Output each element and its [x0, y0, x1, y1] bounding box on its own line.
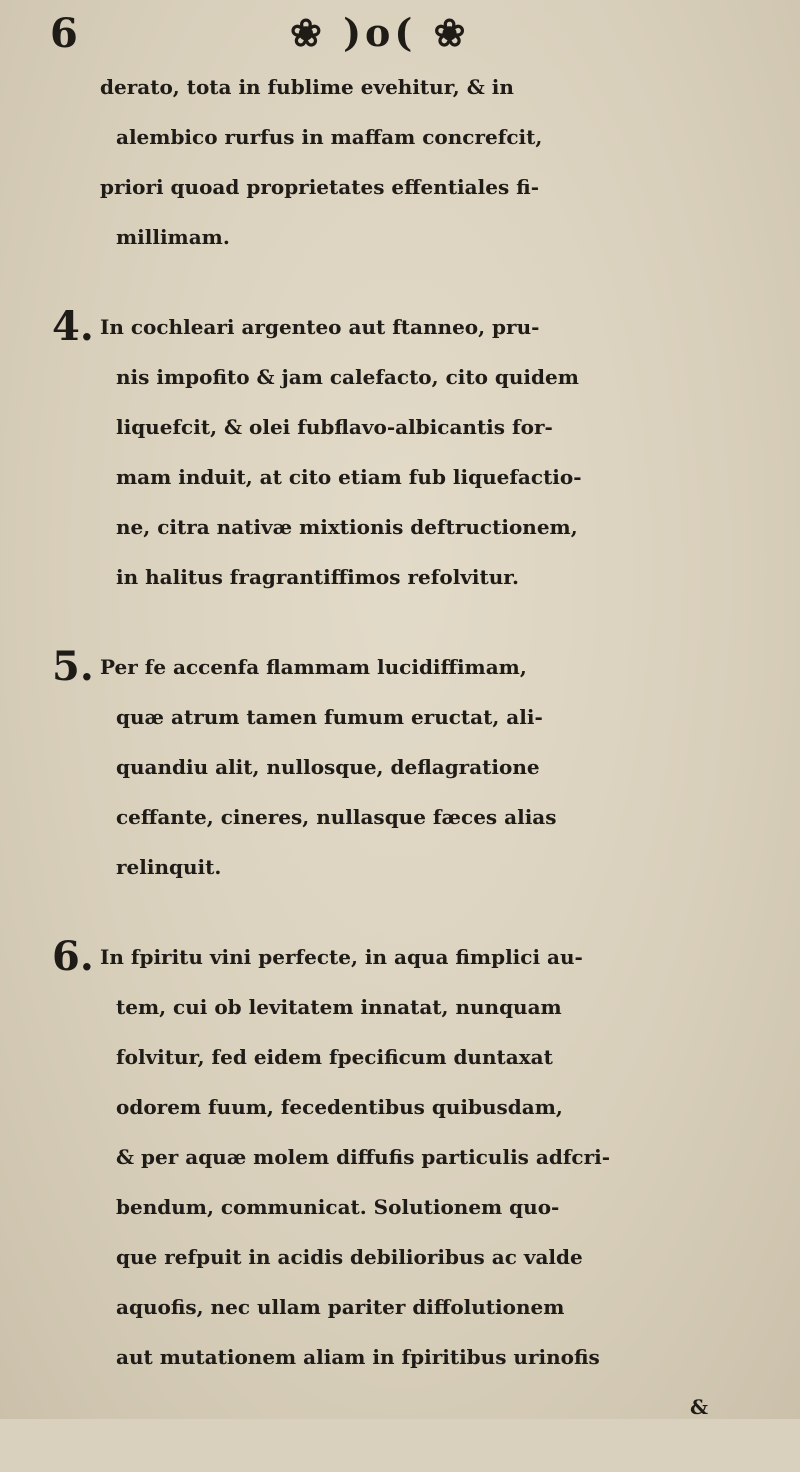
- paragraph-number: 5.: [52, 643, 94, 690]
- text-line: In cochleari argenteo aut ftanneo, pru-: [100, 315, 540, 339]
- text-line: aquofis, nec ullam pariter diffolutionem: [116, 1295, 565, 1319]
- text-line: folvitur, fed eidem fpecificum duntaxat: [116, 1045, 553, 1069]
- header-ornament: ❀ )o( ❀: [290, 10, 470, 55]
- text-line: liquefcit, & olei fubflavo-albicantis for-: [116, 415, 553, 439]
- text-line: priori quoad proprietates effentiales fi-: [100, 175, 540, 199]
- paragraph-6: [0, 932, 800, 1432]
- paragraph-4: [0, 302, 800, 602]
- text-line: nis impofito & jam calefacto, cito quidem: [116, 365, 579, 389]
- body-text: [0, 62, 800, 1472]
- paragraph-3: [0, 62, 800, 262]
- text-line: derato, tota in fublime evehitur, & in: [100, 75, 514, 99]
- page-header: [0, 10, 800, 58]
- text-line: ne, citra nativæ mixtionis deftructionem,: [116, 515, 578, 539]
- text-line: In fpiritu vini perfecte, in aqua fimplici au-: [100, 945, 583, 969]
- page-number: 6: [50, 10, 78, 57]
- text-line: alembico rurfus in maffam concrefcit,: [116, 125, 543, 149]
- text-line: que refpuit in acidis debilioribus ac valde: [116, 1245, 583, 1269]
- text-line: Per fe accenfa flammam lucidiffimam,: [100, 655, 527, 679]
- text-line: odorem fuum, fecedentibus quibusdam,: [116, 1095, 563, 1119]
- text-line: & per aquæ molem diffufis particulis adfcri-: [116, 1145, 611, 1169]
- text-line: tem, cui ob levitatem innatat, nunquam: [116, 995, 562, 1019]
- text-line: aut mutationem aliam in fpiritibus urinofis: [116, 1345, 600, 1369]
- text-line: quæ atrum tamen fumum eructat, ali-: [116, 705, 543, 729]
- text-line: mam induit, at cito etiam fub liquefactio-: [116, 465, 582, 489]
- text-line: bendum, communicat. Solutionem quo-: [116, 1195, 560, 1219]
- text-line: relinquit.: [116, 855, 222, 879]
- text-line: ceffante, cineres, nullasque fæces alias: [116, 805, 557, 829]
- paragraph-5: [0, 642, 800, 892]
- text-line: quandiu alit, nullosque, deflagratione: [116, 755, 540, 779]
- catchword: &: [690, 1395, 709, 1419]
- paragraph-number: 4.: [52, 303, 94, 350]
- text-line: in halitus fragrantiffimos refolvitur.: [116, 565, 519, 589]
- text-line: millimam.: [116, 225, 230, 249]
- paragraph-number: 6.: [52, 933, 94, 980]
